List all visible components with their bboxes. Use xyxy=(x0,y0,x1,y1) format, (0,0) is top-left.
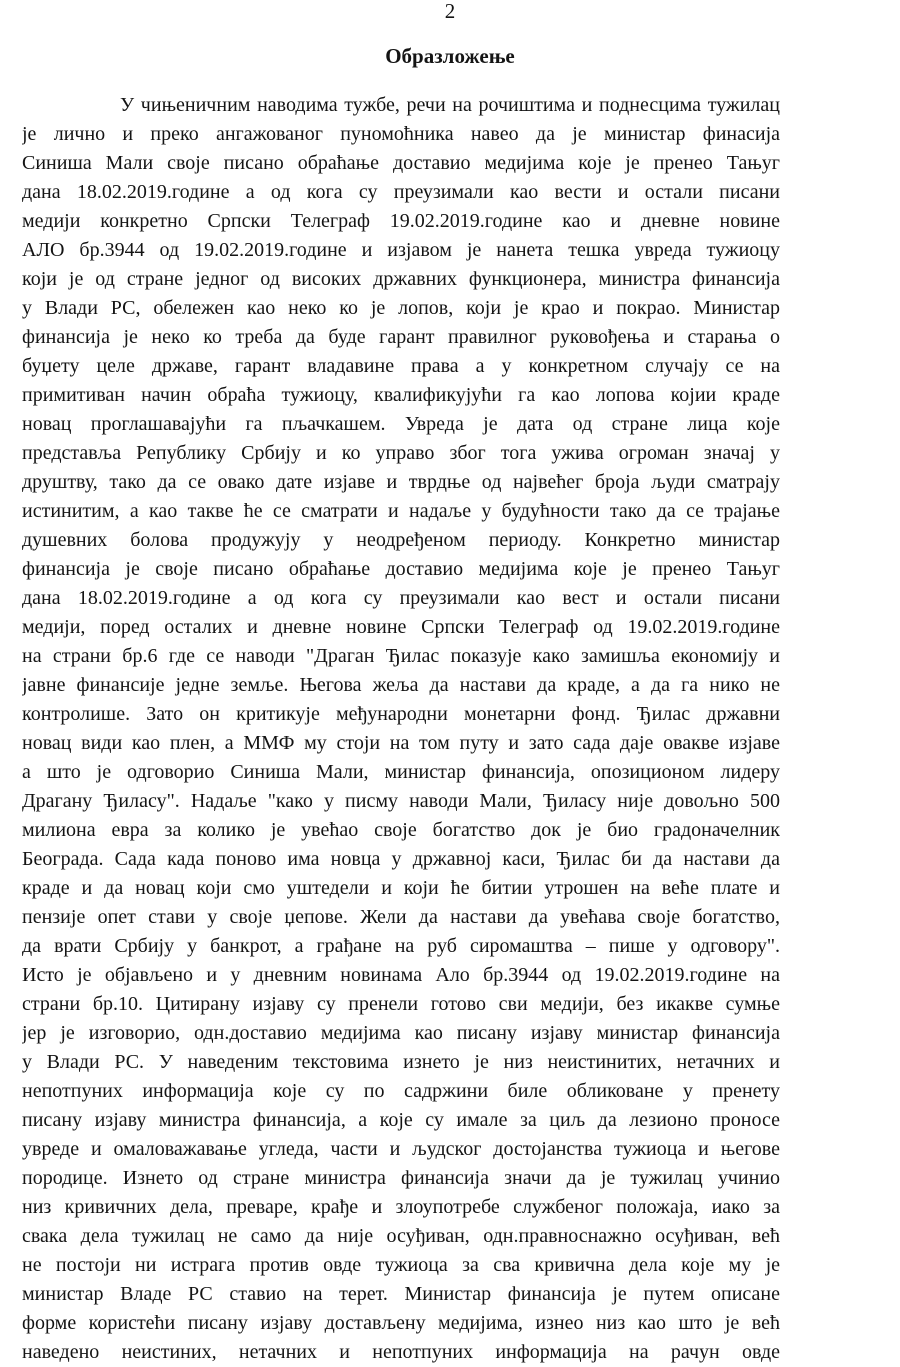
paragraph-line: контролише. Зато он критикује међународни монетарни фонд. Ђилас државни xyxy=(22,703,780,725)
paragraph-line: АЛО бр.3944 од 19.02.2019.године и изјавом је нанета тешка увреда тужиоцу xyxy=(22,239,780,261)
paragraph-line: форме користећи писану изјаву достављену медијима, изнео низ као што је већ xyxy=(22,1312,780,1334)
paragraph-line: истинитим, а као такве ће се сматрати и надаље у будућности тако да се трајање xyxy=(22,500,780,522)
paragraph-line: душевних болова продужују у неодређеном периоду. Конкретно министар xyxy=(22,529,780,551)
paragraph-line: Исто је објављено и у дневним новинама Ало бр.3944 од 19.02.2019.године на xyxy=(22,964,780,986)
paragraph-line: финансија је своје писано обраћање доставио медијима које је пренео Тањуг xyxy=(22,558,780,580)
paragraph-line: пензије опет стави у своје џепове. Жели да настави да увећава своје богатство, xyxy=(22,906,780,928)
paragraph-line: медији, поред осталих и дневне новине Српски Телеграф од 19.02.2019.године xyxy=(22,616,780,638)
paragraph-line: у Влади РС. У наведеним текстовима изнето је низ неистинитих, нетачних и xyxy=(22,1051,780,1073)
paragraph-line: краде и да новац који смо уштедели и који ће битии утрошен на веће плате и xyxy=(22,877,780,899)
body-paragraph xyxy=(22,91,780,1367)
paragraph-line: новац види као плен, а ММФ му стоји на том путу и зато сада даје овакве изјаве xyxy=(22,732,780,754)
paragraph-line: не постоји ни истрага против овде тужиоца за сва кривична дела које му је xyxy=(22,1254,780,1276)
paragraph-line: јер је изговорио, одн.доставио медијима као писану изјаву министар финансија xyxy=(22,1022,780,1044)
paragraph-line: на страни бр.6 где се наводи "Драган Ђилас показује како замишља економију и xyxy=(22,645,780,667)
paragraph-line: У чињеничним наводима тужбе, речи на рочиштима и поднесцима тужилац xyxy=(120,94,780,116)
paragraph-line: примитиван начин обраћа тужиоцу, квалификујући га као лопова којии краде xyxy=(22,384,780,406)
paragraph-line: Београда. Сада када поново има новца у државној каси, Ђилас би да настави да xyxy=(22,848,780,870)
paragraph-line: који је од стране једног од високих државних функционера, министра финансија xyxy=(22,268,780,290)
paragraph-line: свака дела тужилац не само да није осуђиван, одн.правноснажно осуђиван, већ xyxy=(22,1225,780,1247)
paragraph-line: а што је одговорио Синиша Мали, министар финансија, опозиционом лидеру xyxy=(22,761,780,783)
paragraph-line: буџету целе државе, гарант владавине права а у конкретном случају се на xyxy=(22,355,780,377)
paragraph-line: да врати Србију у банкрот, а грађане на руб сиромаштва – пише у одговору". xyxy=(22,935,780,957)
paragraph-line: је лично и преко ангажованог пуномоћника навео да је министар финасија xyxy=(22,123,780,145)
paragraph-line: милиона евра за колико је увећао своје богатство док је био градоначелник xyxy=(22,819,780,841)
paragraph-line: представља Републику Србију и ко управо због тога ужива огроман значај у xyxy=(22,442,780,464)
paragraph-line: новац проглашавајући га пљачкашем. Увреда је дата од стране лица које xyxy=(22,413,780,435)
section-heading: Образложење xyxy=(385,44,515,68)
paragraph-line: Драгану Ђиласу". Надаље "како у писму наводи Мали, Ђиласу није довољно 500 xyxy=(22,790,780,812)
paragraph-line: породице. Изнето од стране министра финансија значи да је тужилац учинио xyxy=(22,1167,780,1189)
paragraph-line: Синиша Мали своје писано обраћање доставио медијима које је пренео Тањуг xyxy=(22,152,780,174)
paragraph-line: финансија је неко ко треба да буде гарант правилног руковођења и старања о xyxy=(22,326,780,348)
paragraph-line: увреде и омаловажавање угледа, части и људског достојанства тужиоца и његове xyxy=(22,1138,780,1160)
paragraph-line: друштву, тако да се овако дате изјаве и тврдње од највећег броја људи сматрају xyxy=(22,471,780,493)
page-number: 2 xyxy=(444,0,456,23)
paragraph-line: медији конкретно Српски Телеграф 19.02.2019.године као и дневне новине xyxy=(22,210,780,232)
paragraph-line: у Влади РС, обележен као неко ко је лопов, који је крао и покрао. Министар xyxy=(22,297,780,319)
paragraph-line: дана 18.02.2019.године а од кога су преузимали као вести и остали писани xyxy=(22,181,780,203)
paragraph-line: писану изјаву министра финансија, а које су имале за циљ да лезионо проносе xyxy=(22,1109,780,1131)
paragraph-line: страни бр.10. Цитирану изјаву су пренели готово сви медији, без икакве сумње xyxy=(22,993,780,1015)
paragraph-line: непотпуних информација које су по садржини биле обликоване у пренету xyxy=(22,1080,780,1102)
paragraph-line: министар Владе РС ставио на терет. Министар финансија је путем описане xyxy=(22,1283,780,1305)
paragraph-line: низ кривичних дела, преваре, крађе и злоупотребе службеног положаја, иако за xyxy=(22,1196,780,1218)
paragraph-line: јавне финансије једне земље. Његова жеља да настави да краде, а да га нико не xyxy=(22,674,780,696)
paragraph-line: наведено неистиних, нетачних и непотпуних информација на рачун овде xyxy=(22,1341,780,1363)
paragraph-line: дана 18.02.2019.године а од кога су преузимали као вест и остали писани xyxy=(22,587,780,609)
